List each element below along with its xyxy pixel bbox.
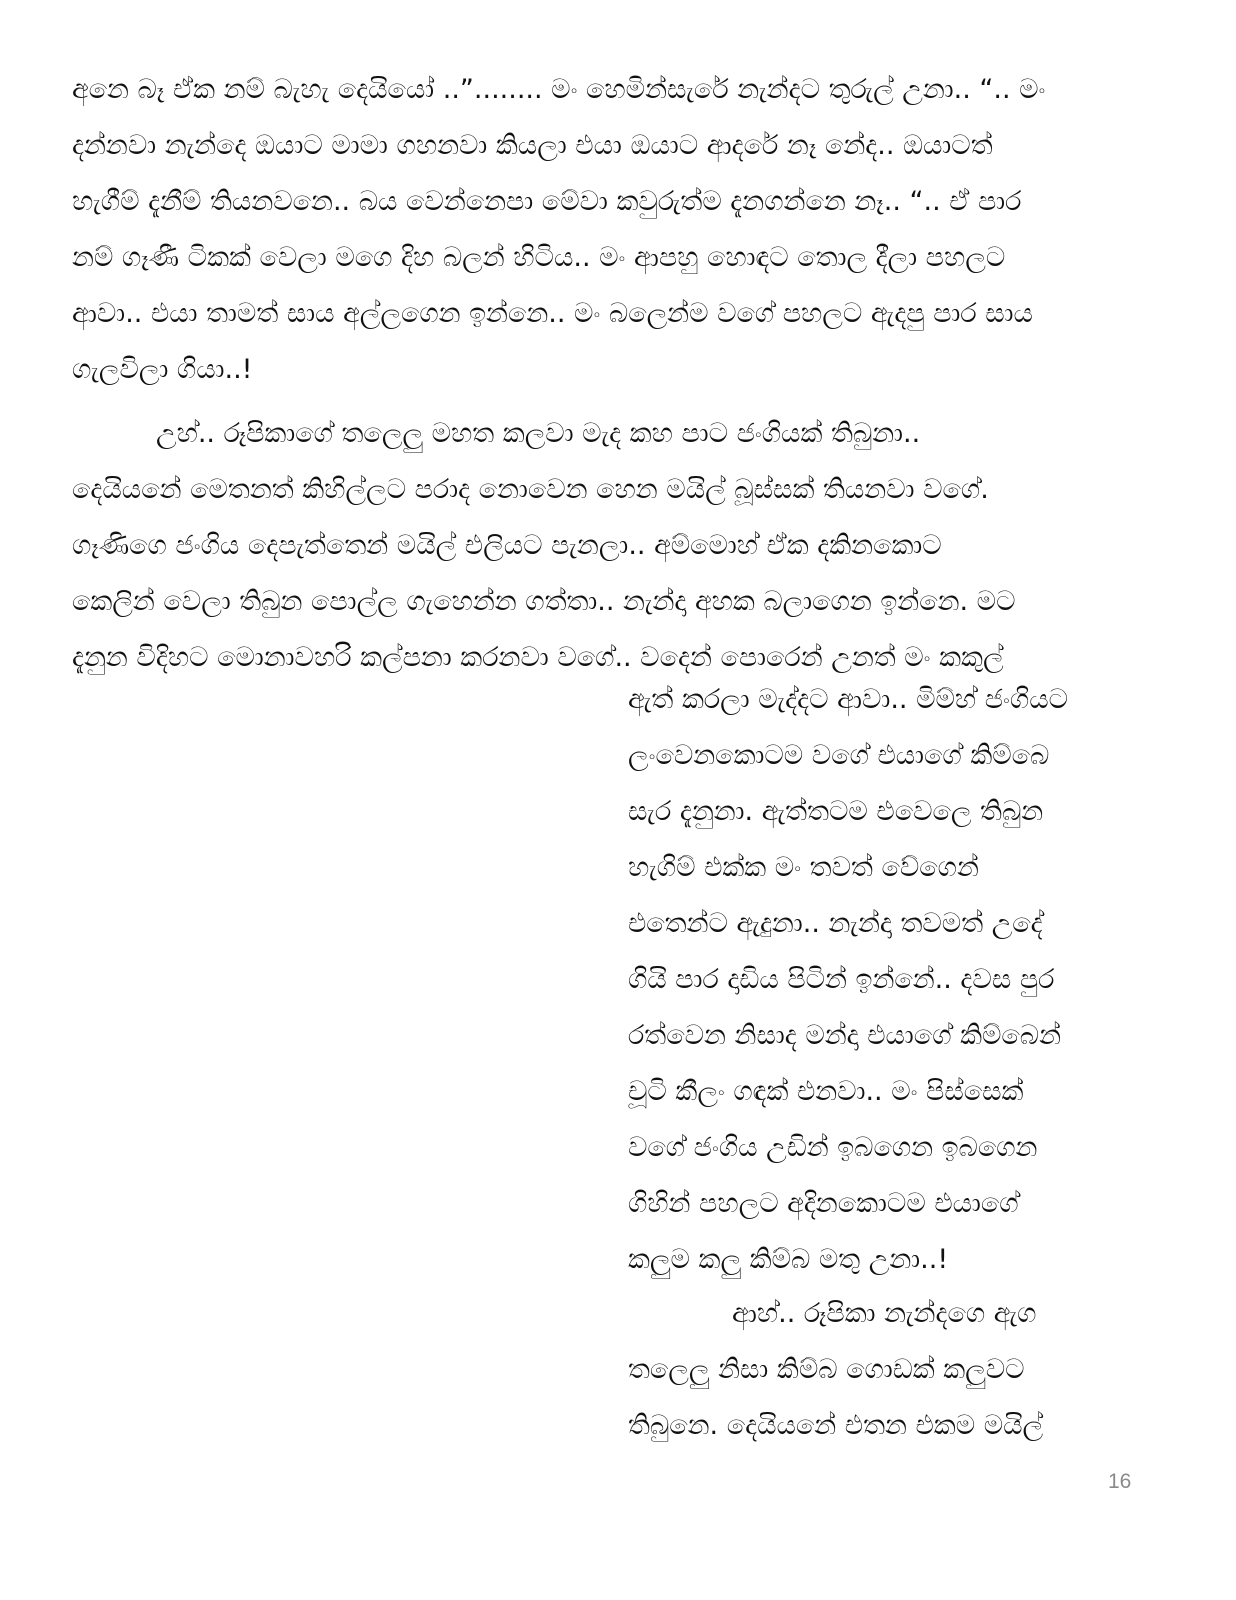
text-line: හැගීම් දැනීම් තියනවනෙ.. බය වෙන්නෙපා මේවා කවුරුත්ම දැනගන්නෙ නෑ.. “.. ඒ පාර — [72, 186, 1022, 217]
text-line: දෙයියනේ මෙතනත් කිහිල්ලට පරාද නොවෙන හෙන මයිල් බූස්සක් තියනවා වගේ. — [72, 474, 989, 505]
text-line: ගියි පාර දාඩිය පිටින් ඉන්නේ.. දවස පුර — [628, 964, 1055, 995]
text-line: සැර දැනුනා. ඇත්තටම එවෙලෙ තිබුන — [628, 796, 1044, 827]
text-line: ඇත් කරලා මැද්දට ආවා.. මිම්හ් ජංගියට — [628, 684, 1069, 715]
text-line: කෙලින් වෙලා තිබුන පොල්ල ගැහෙන්න ගත්තා.. නැන්දා අහක බලාගෙන ඉන්නෙ. මට — [72, 586, 1016, 617]
text-line: අනෙ බෑ ඒක නම් බැහැ දෙයියෝ ..”........ මං හෙමින්සැරේ නැන්දට තුරුල් උනා.. “.. මං — [72, 74, 1046, 105]
page-number: 16 — [1108, 1470, 1132, 1493]
text-line: රත්වෙන නිසාද මන්දා එයාගේ කිම්බෙන් — [628, 1020, 1062, 1051]
text-line: හැගිම් එක්ක මං තවත් වේගෙන් — [628, 852, 979, 883]
paragraph-3 — [628, 1286, 1148, 1454]
text-line: දන්නවා නැන්දෙ ඔයාට මාමා ගහනවා කියලා එයා ඔයාට ආදරේ නෑ නේද.. ඔයාටත් — [72, 130, 993, 161]
text-line: ගිහින් පහලට අදිනකොටම එයාගේ — [628, 1188, 1019, 1219]
text-line: එතෙන්ට ඇදුනා.. නැන්දා තවමත් උදේ — [628, 908, 1043, 939]
text-line: ගැලවිලා ගියා..! — [72, 354, 253, 385]
paragraph-2 — [72, 406, 1162, 686]
text-line: තලෙලු නිසා කිම්බ ගොඩක් කලුවට — [628, 1354, 1025, 1385]
text-line: උහ්.. රූපිකාගේ තලෙලු මහත කලවා මැද කහ පාට ජංගියක් තිබුනා.. — [156, 418, 921, 449]
text-line: ආවා.. එයා තාමත් සාය අල්ලගෙන ඉන්නෙ.. මං බලෙන්ම වගේ පහලට ඇදපු පාර සාය — [72, 298, 1033, 329]
text-line: නම් ගෑණී ටිකක් වෙලා මගෙ දිහ බලන් හිටිය.. මං ආපහු හොඳට තොල දීලා පහලට — [72, 242, 1006, 273]
text-line: දැනුන විදිහට මොනාවහරි කල්පනා කරනවා වගේ.. වදෙන් පොරෙන් උනත් මං කකුල් — [72, 642, 1004, 673]
text-line: ආහ්.. රූපිකා නැන්දගෙ ඇග — [732, 1298, 1037, 1329]
text-line: වගේ ජංගිය උඩින් ඉබගෙන ඉබගෙන — [628, 1132, 1038, 1163]
text-line: ගෑණිගෙ ජංගිය දෙපැත්තෙන් මයිල් එලියට පැනලා.. අම්මොහ් ඒක දකිනකොට — [72, 530, 942, 561]
text-line: කලුම කලු කිම්බ මතු උනා..! — [628, 1244, 949, 1275]
paragraph-1 — [72, 62, 1162, 398]
text-line: තිබුනෙ. දෙයියනේ එතන එකම මයිල් — [628, 1410, 1044, 1441]
text-line: ලංවෙනකොටම වගේ එයාගේ කිම්බෙ — [628, 740, 1050, 771]
text-line: චූටි කීලං ගඳක් එනවා.. මං පිස්සෙක් — [628, 1076, 1024, 1107]
paragraph-2-column — [628, 672, 1148, 1288]
